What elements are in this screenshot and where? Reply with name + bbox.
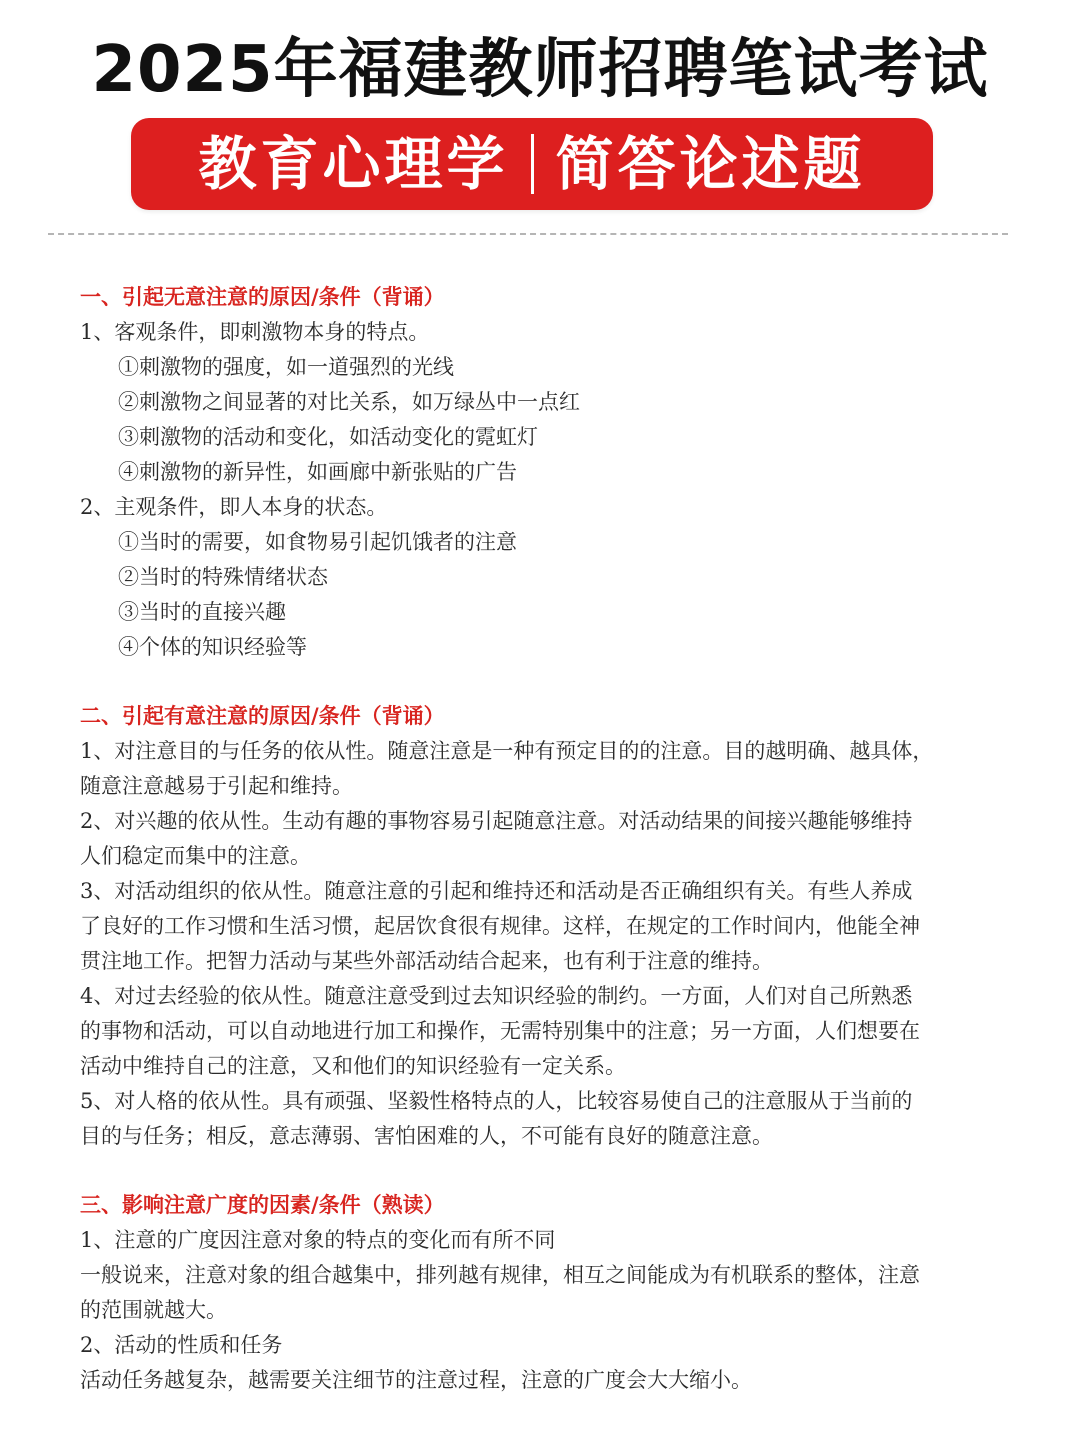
paragraph-line: 目的与任务；相反，意志薄弱、害怕困难的人，不可能有良好的随意注意。 [80, 1124, 773, 1148]
paragraph-line: 1、注意的广度因注意对象的特点的变化而有所不同 [80, 1228, 556, 1252]
list-item: ③当时的直接兴趣 [118, 600, 286, 624]
paragraph-line: 一般说来，注意对象的组合越集中，排列越有规律，相互之间能成为有机联系的整体，注意 [80, 1263, 920, 1287]
list-item: 2、主观条件，即人本身的状态。 [80, 495, 388, 519]
paragraph-line: 2、对兴趣的依从性。生动有趣的事物容易引起随意注意。对活动结果的间接兴趣能够维持 [80, 809, 913, 833]
paragraph-line: 的范围就越大。 [80, 1298, 227, 1322]
list-item: ②当时的特殊情绪状态 [118, 565, 328, 589]
paragraph-line: 活动任务越复杂，越需要关注细节的注意过程，注意的广度会大大缩小。 [80, 1368, 752, 1392]
subject-banner [131, 118, 933, 210]
paragraph-line: 了良好的工作习惯和生活习惯，起居饮食很有规律。这样，在规定的工作时间内，他能全神 [80, 914, 920, 938]
list-item: 1、客观条件，即刺激物本身的特点。 [80, 320, 430, 344]
paragraph-line: 5、对人格的依从性。具有顽强、坚毅性格特点的人，比较容易使自己的注意服从于当前的 [80, 1089, 913, 1113]
paragraph-line: 2、活动的性质和任务 [80, 1333, 283, 1357]
section-involuntary-attention [80, 280, 1020, 665]
banner-question-type: 简答论述题 [555, 130, 866, 198]
section-voluntary-attention [80, 699, 1020, 1154]
section-title: 二、引起有意注意的原因/条件（背诵） [80, 704, 445, 728]
paragraph-line: 1、对注意目的与任务的依从性。随意注意是一种有预定目的的注意。目的越明确、越具体， [80, 739, 934, 763]
paragraph-line: 3、对活动组织的依从性。随意注意的引起和维持还和活动是否正确组织有关。有些人养成 [80, 879, 913, 903]
list-item: ②刺激物之间显著的对比关系，如万绿丛中一点红 [118, 390, 580, 414]
document-body [80, 280, 1020, 1432]
dashed-separator [48, 233, 1008, 235]
list-item: ④个体的知识经验等 [118, 635, 307, 659]
paragraph-line: 随意注意越易于引起和维持。 [80, 774, 353, 798]
list-item: ①刺激物的强度，如一道强烈的光线 [118, 355, 454, 379]
banner-subject: 教育心理学 [198, 130, 509, 198]
paragraph-line: 的事物和活动，可以自动地进行加工和操作，无需特别集中的注意；另一方面，人们想要在 [80, 1019, 920, 1043]
paragraph-line: 4、对过去经验的依从性。随意注意受到过去知识经验的制约。一方面，人们对自己所熟悉 [80, 984, 913, 1008]
paragraph-line: 活动中维持自己的注意，又和他们的知识经验有一定关系。 [80, 1054, 626, 1078]
banner-divider [531, 134, 534, 194]
paragraph-line: 人们稳定而集中的注意。 [80, 844, 311, 868]
page-title: 2025年福建教师招聘笔试考试 [91, 33, 989, 107]
section-attention-span [80, 1188, 1020, 1398]
list-item: ③刺激物的活动和变化，如活动变化的霓虹灯 [118, 425, 538, 449]
list-item: ①当时的需要，如食物易引起饥饿者的注意 [118, 530, 517, 554]
paragraph-line: 贯注地工作。把智力活动与某些外部活动结合起来，也有利于注意的维持。 [80, 949, 773, 973]
section-title: 三、影响注意广度的因素/条件（熟读） [80, 1193, 445, 1217]
section-title: 一、引起无意注意的原因/条件（背诵） [80, 285, 445, 309]
list-item: ④刺激物的新异性，如画廊中新张贴的广告 [118, 460, 517, 484]
